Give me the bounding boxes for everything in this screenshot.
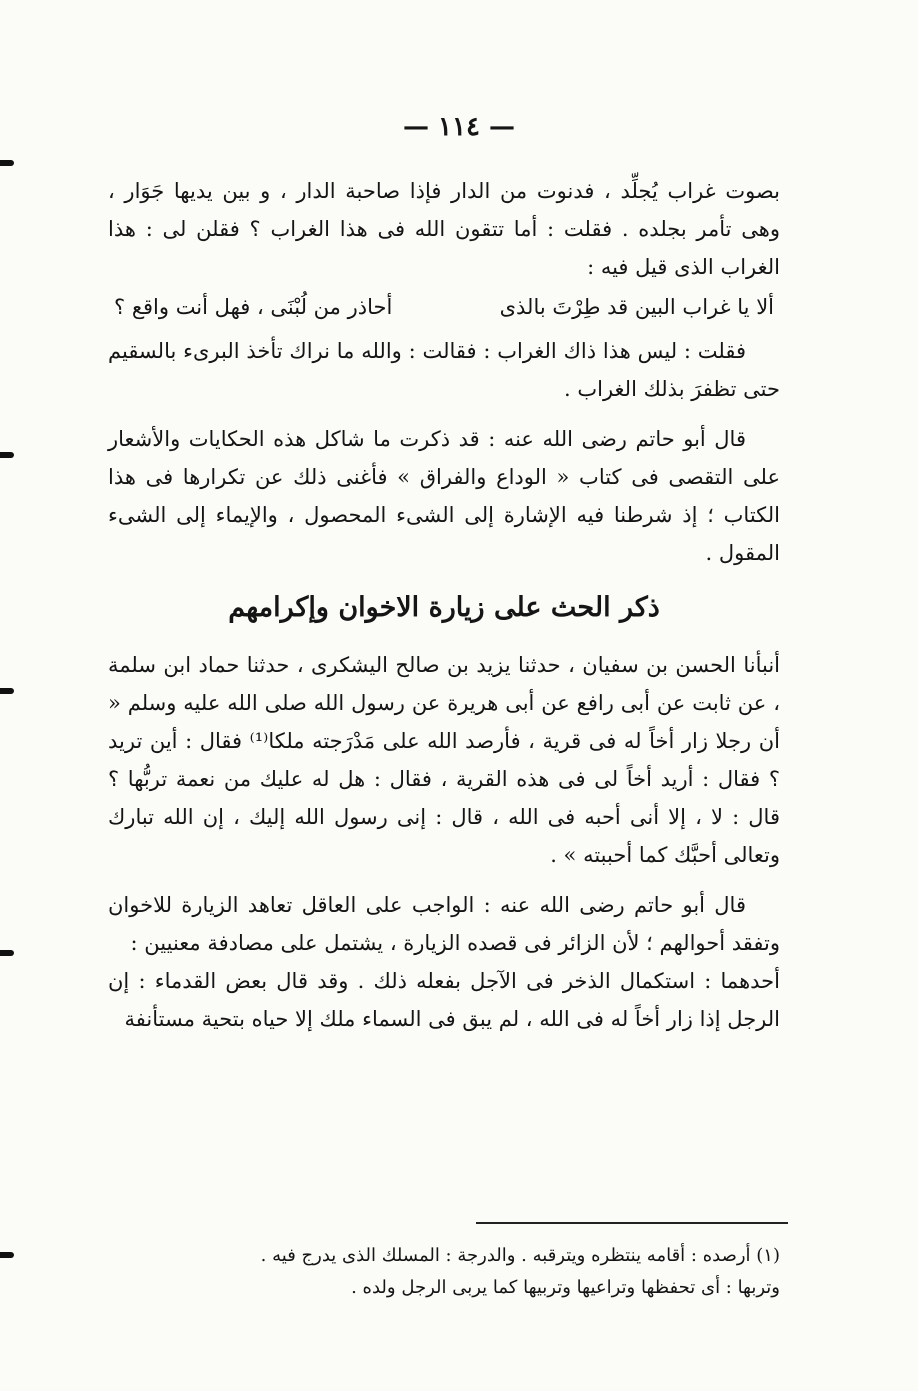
footnote-divider: [476, 1222, 788, 1224]
footnote-line: (١) أرصده : أقامه ينتظره ويترقبه . والدرجة : المسلك الذى يدرج فيه .: [260, 1245, 780, 1266]
verse-second-hemistich: أحاذر من لُبْنَى ، فهل أنت واقع ؟: [114, 295, 393, 319]
paragraph: فقلت : ليس هذا ذاك الغراب : فقالت : والله ما نراك تأخذ البرىء بالسقيم حتى تظفرَ بذلك الغراب .: [108, 339, 780, 401]
main-text: [108, 172, 780, 1038]
margin-mark: [0, 160, 14, 166]
section-heading: ذكر الحث على زيارة الاخوان وإكرامهم: [228, 592, 660, 623]
margin-mark: [0, 452, 14, 458]
paragraph: قال أبو حاتم رضى الله عنه : قد ذكرت ما شاكل هذه الحكايات والأشعار على التقصى فى كتاب « الوداع والفراق » فأغنى ذلك عن تكرارها فى هذا الكتاب ؛ إذ شرطنا فيه الإشارة إلى الشىء المحصول ، والإيماء إلى الشىء المقول .: [108, 427, 780, 565]
footnote-line: وتربها : أى تحفظها وتراعيها وتربيها كما يربى الرجل ولده .: [351, 1277, 780, 1298]
paragraph: قال أبو حاتم رضى الله عنه : الواجب على العاقل تعاهد الزيارة للاخوان وتفقد أحوالهم ؛ لأن الزائر فى قصده الزيارة ، يشتمل على مصادفة معنيين :: [108, 893, 780, 955]
margin-mark: [0, 950, 14, 956]
paragraph: أنبأنا الحسن بن سفيان ، حدثنا يزيد بن صالح اليشكرى ، حدثنا حماد ابن سلمة ، عن ثابت عن أبى رافع عن أبى هريرة عن رسول الله صلى الله عليه وسلم « أن رجلا زار أخاً له فى قرية ، فأرصد الله على مَدْرَجته ملكا⁽¹⁾ فقال : أين تريد ؟ فقال : أريد أخاً لى فى هذه القرية ، فقال : هل له عليك من نعمة تربُّها ؟ قال : لا ، إلا أنى أحبه فى الله ، قال : إنى رسول الله إليك ، إن الله تبارك وتعالى أحبَّك كما أحببته » .: [108, 653, 780, 867]
paragraph: أحدهما : استكمال الذخر فى الآجل بفعله ذلك . وقد قال بعض القدماء : إن الرجل إذا زار أخاً له فى الله ، لم يبق فى السماء ملك إلا حياه بتحية مستأنفة: [108, 969, 780, 1031]
paragraph: بصوت غراب يُجلِّد ، فدنوت من الدار فإذا صاحبة الدار ، و بين يديها جَوَار ، وهى تأمر بجلده . فقلت : أما تتقون الله فى هذا الغراب ؟ فقلن لى : هذا الغراب الذى قيل فيه :: [108, 179, 780, 279]
margin-mark: [0, 688, 14, 694]
verse-first-hemistich: ألا يا غراب البين قد طِرْتَ بالذى: [499, 295, 774, 319]
poem-verse: [108, 288, 780, 326]
footnote: [120, 1240, 780, 1304]
page-number: — ١١٤ —: [402, 112, 516, 142]
margin-mark: [0, 1252, 14, 1258]
